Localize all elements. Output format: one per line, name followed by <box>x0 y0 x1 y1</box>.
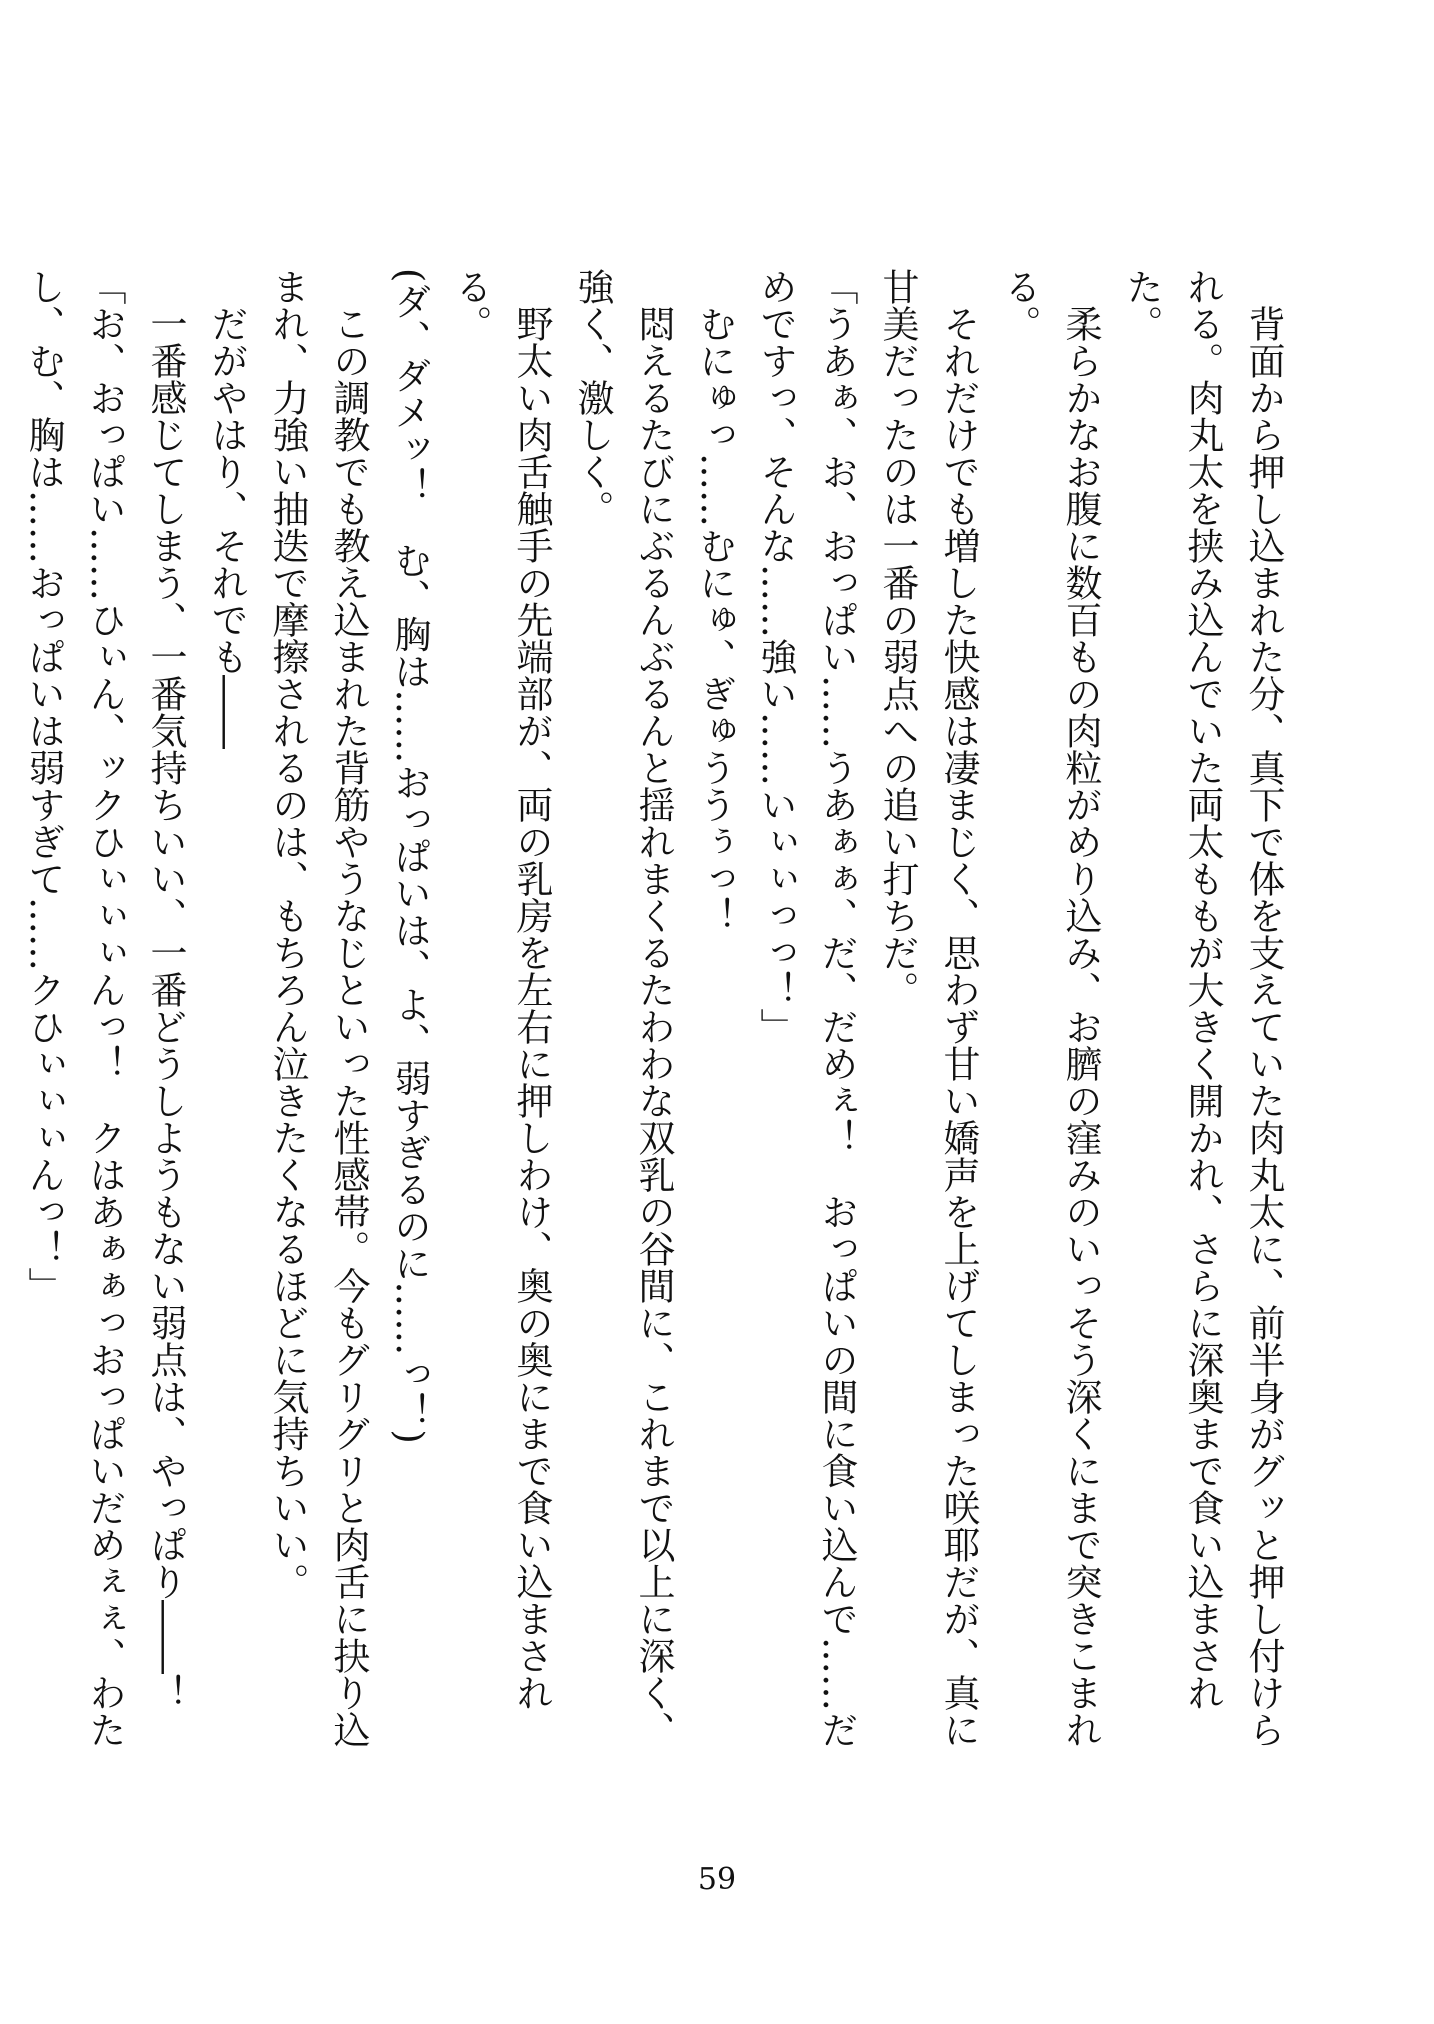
vertical-text-body <box>22 268 1294 1768</box>
paragraph: それだけでも増した快感は凄まじく、思わず甘い嬌声を上げてしまった咲耶だが、真に甘美だったのは一番の弱点への追い打ちだ。 <box>876 268 980 1748</box>
dialogue-line: 「お、おっぱい……ひぃん、ックひぃぃぃんっ！ クはあぁぁっおっぱいだめぇぇ、わたし、む、胸は……おっぱいは弱すぎて……クひぃぃぃんっ！」 <box>22 268 126 1748</box>
paragraph: 野太い肉舌触手の先端部が、両の乳房を左右に押しわけ、奥の奥にまで食い込まされる。 <box>449 268 553 1711</box>
inner-thought-line: (ダ、ダメッ！ む、胸は……おっぱいは、よ、弱すぎるのに……っ！) <box>388 268 431 1444</box>
paragraph: 背面から押し込まれた分、真下で体を支えていた肉丸太に、前半身がグッと押し付けられる。肉丸太を挟み込んでいた両太ももが大きく開かれ、さらに深奥まで食い込まされた。 <box>1120 268 1285 1748</box>
paragraph: むにゅっ……むにゅ、ぎゅううぅっ！ <box>693 305 736 934</box>
paragraph: 柔らかなお腹に数百もの肉粒がめり込み、お臍の窪みのいっそう深くにまで突きこまれる。 <box>998 268 1102 1748</box>
paragraph: 悶えるたびにぶるんぶるんと揺れまくるたわわな双乳の谷間に、これまで以上に深く、強く、激しく。 <box>571 268 675 1748</box>
paragraph: 一番感じてしまう、一番気持ちいい、一番どうしようもない弱点は、やっぱり――！ <box>144 305 187 1711</box>
paragraph: この調教でも教え込まれた背筋やうなじといった性感帯。今もグリグリと肉舌に抉り込まれ、力強い抽迭で摩擦されるのは、もちろん泣きたくなるほどに気持ちいい。 <box>266 268 370 1748</box>
page-number: 59 <box>697 1862 737 1897</box>
dialogue-line: 「うあぁ、お、おっぱい……うあぁぁ、だ、だめぇ！ おっぱいの間に食い込んで……だめですっ、そんな……強い……いぃぃっっ！」 <box>754 268 858 1748</box>
paragraph: だがやはり、それでも―― <box>205 305 248 749</box>
